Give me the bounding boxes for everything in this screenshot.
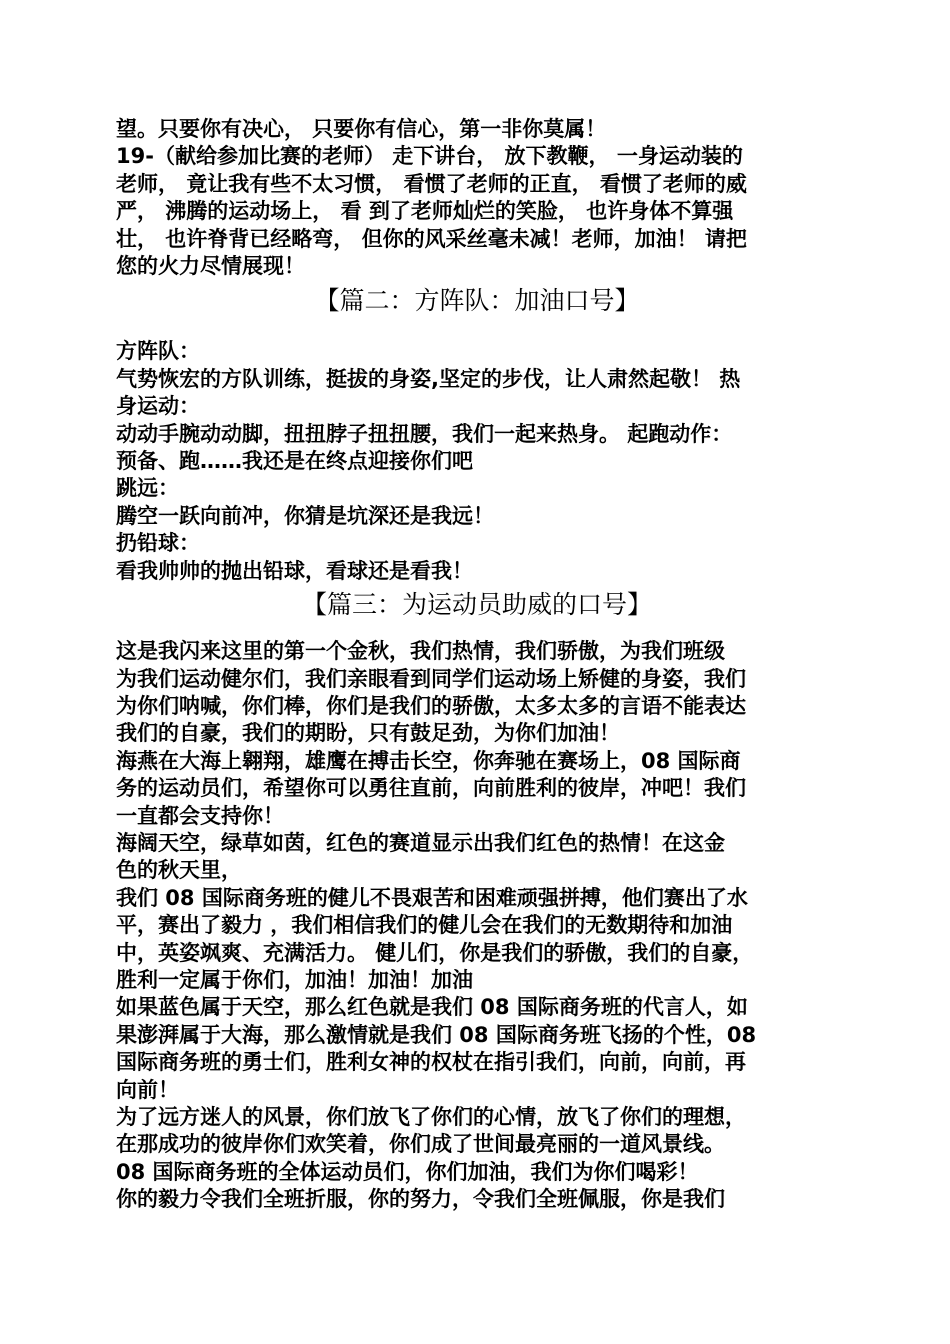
paragraph-line: 腾空一跃向前冲，你猜是坑深还是我远！ bbox=[116, 503, 494, 528]
paragraph-line: 在那成功的彼岸你们欢笑着，你们成了世间最亮丽的一道风景线。 bbox=[116, 1132, 725, 1157]
paragraph-line: 08 国际商务班的全体运动员们，你们加油，我们为你们喝彩！ bbox=[116, 1159, 699, 1184]
paragraph-line: 果澎湃属于大海，那么激情就是我们 08 国际商务班飞扬的个性，08 bbox=[116, 1022, 757, 1047]
paragraph-line: 我们 08 国际商务班的健儿不畏艰苦和困难顽强拼搏，他们赛出了水 bbox=[116, 885, 748, 910]
paragraph-line: 海燕在大海上翱翔，雄鹰在搏击长空，你奔驰在赛场上，08 国际商 bbox=[116, 748, 741, 773]
section-3 bbox=[116, 638, 838, 1214]
paragraph-line: 预备、跑……我还是在终点迎接你们吧 bbox=[116, 449, 473, 474]
paragraph-line: 你的毅力令我们全班折服，你的努力，令我们全班佩服，你是我们 bbox=[116, 1187, 725, 1212]
paragraph-line: 看我帅帅的抛出铅球，看球还是看我！ bbox=[116, 558, 473, 583]
paragraph-line: 我们的自豪，我们的期盼，只有鼓足劲，为你们加油！ bbox=[116, 721, 620, 746]
paragraph-line: 胜利一定属于你们，加油！加油！加油 bbox=[116, 967, 473, 992]
paragraph-line: 向前！ bbox=[116, 1077, 179, 1102]
paragraph-line: 国际商务班的勇士们，胜利女神的权杖在指引我们，向前，向前，再 bbox=[116, 1050, 746, 1075]
paragraph-line: 19-（献给参加比赛的老师） 走下讲台， 放下教鞭， 一身运动装的 bbox=[116, 144, 743, 169]
section-heading-2: 【篇二：方阵队：加油口号】 bbox=[314, 286, 640, 316]
paragraph-line: 老师， 竟让我有些不太习惯， 看惯了老师的正直， 看惯了老师的威 bbox=[116, 171, 747, 196]
paragraph-line: 您的火力尽情展现！ bbox=[116, 254, 305, 279]
paragraph-line: 中，英姿飒爽、充满活力。 健儿们，你是我们的骄傲，我们的自豪， bbox=[116, 940, 754, 965]
paragraph-line: 海阔天空，绿草如茵，红色的赛道显示出我们红色的热情！在这金 bbox=[116, 830, 725, 855]
paragraph-line: 平，赛出了毅力 ，我们相信我们的健儿会在我们的无数期待和加油 bbox=[116, 913, 733, 938]
paragraph-line: 壮， 也许脊背已经略弯， 但你的风采丝毫未减！老师，加油！ 请把 bbox=[116, 226, 747, 251]
paragraph-line: 跳远： bbox=[116, 476, 179, 501]
paragraph-line: 方阵队： bbox=[116, 339, 200, 364]
section-2 bbox=[116, 338, 838, 585]
paragraph-line: 如果蓝色属于天空，那么红色就是我们 08 国际商务班的代言人，如 bbox=[116, 995, 748, 1020]
paragraph-line: 身运动： bbox=[116, 394, 200, 419]
paragraph-line: 务的运动员们，希望你可以勇往直前，向前胜利的彼岸，冲吧！我们 bbox=[116, 776, 746, 801]
section-heading-3: 【篇三：为运动员助威的口号】 bbox=[301, 590, 652, 620]
paragraph-line: 扔铅球： bbox=[116, 531, 200, 556]
paragraph-line: 望。只要你有决心， 只要你有信心，第一非你莫属！ bbox=[116, 117, 607, 141]
paragraph-line: 动动手腕动动脚，扭扭脖子扭扭腰，我们一起来热身。 起跑动作： bbox=[116, 421, 733, 446]
paragraph-line: 一直都会支持你！ bbox=[116, 803, 284, 828]
document-page bbox=[116, 116, 838, 1214]
paragraph-line: 色的秋天里， bbox=[116, 858, 242, 883]
paragraph-line: 为我们运动健尔们，我们亲眼看到同学们运动场上矫健的身姿，我们 bbox=[116, 666, 746, 691]
section-1 bbox=[116, 116, 838, 280]
paragraph-line: 为了远方迷人的风景，你们放飞了你们的心情，放飞了你们的理想， bbox=[116, 1105, 746, 1129]
paragraph-line: 严， 沸腾的运动场上， 看 到了老师灿烂的笑脸， 也许身体不算强 bbox=[116, 199, 734, 224]
paragraph-line: 为你们呐喊，你们棒，你们是我们的骄傲，太多太多的言语不能表达 bbox=[116, 693, 746, 718]
paragraph-line: 气势恢宏的方队训练，挺拔的身姿,坚定的步伐，让人肃然起敬！ 热 bbox=[116, 366, 741, 391]
paragraph-line: 这是我闪来这里的第一个金秋，我们热情，我们骄傲，为我们班级 bbox=[116, 639, 725, 664]
